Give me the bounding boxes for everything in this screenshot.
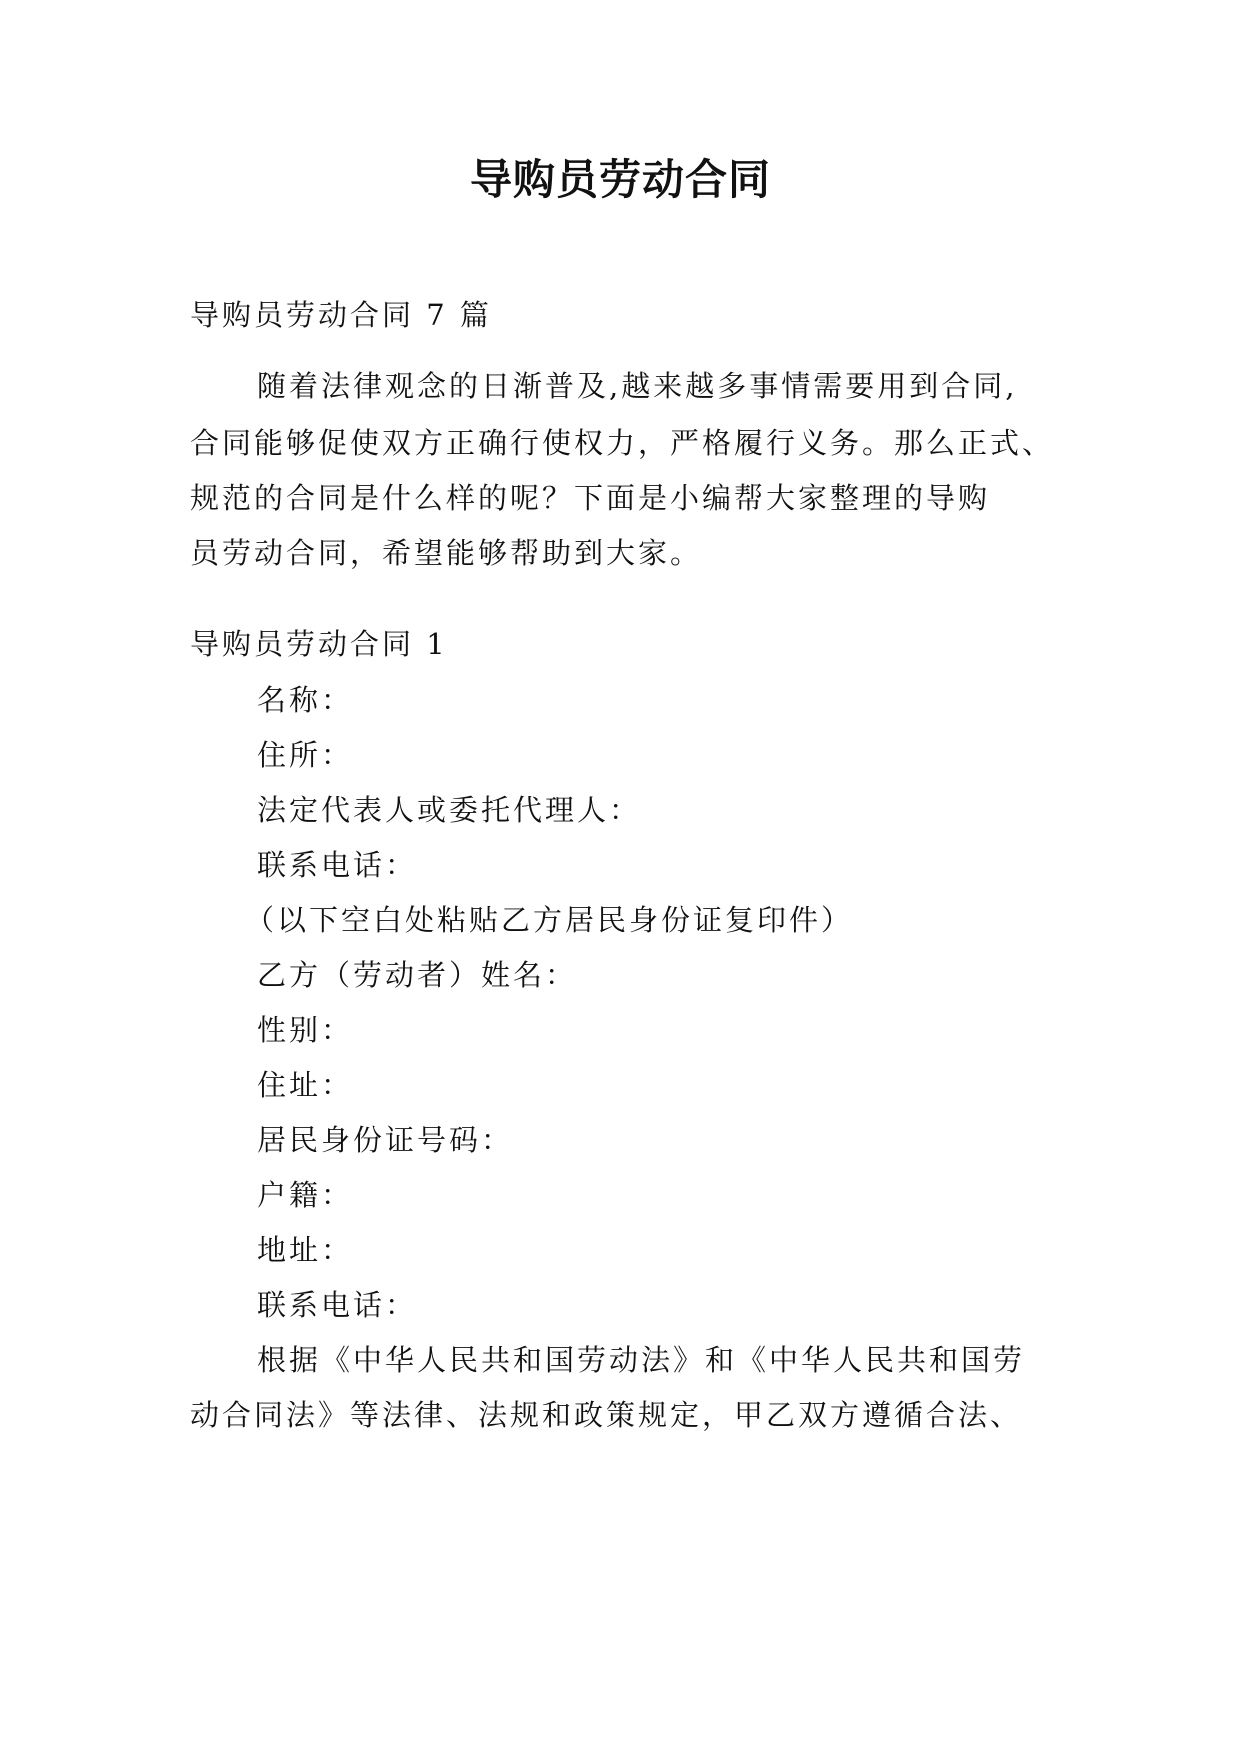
field-id-copy-note: （以下空白处粘贴乙方居民身份证复印件）	[245, 903, 854, 937]
document-title: 导购员劳动合同	[469, 155, 771, 204]
field-residence: 住址：	[257, 1068, 354, 1102]
document-subtitle: 导购员劳动合同 7 篇	[190, 298, 492, 332]
intro-line-2: 合同能够促使双方正确行使权力，严格履行义务。那么正式、	[190, 426, 1055, 460]
field-gender: 性别：	[257, 1013, 354, 1047]
field-address: 住所：	[257, 738, 354, 772]
closing-line-2: 动合同法》等法律、法规和政策规定，甲乙双方遵循合法、	[190, 1398, 1023, 1432]
field-location: 地址：	[257, 1233, 354, 1267]
field-id-number: 居民身份证号码：	[257, 1123, 514, 1157]
field-name: 名称：	[257, 683, 354, 717]
field-household-registration: 户籍：	[257, 1178, 354, 1212]
section-heading: 导购员劳动合同 1	[190, 627, 448, 661]
field-contact-phone: 联系电话：	[257, 848, 418, 882]
intro-line-4: 员劳动合同，希望能够帮助到大家。	[190, 536, 703, 570]
intro-line-1: 随着法律观念的日渐普及,越来越多事情需要用到合同,	[257, 369, 1018, 403]
field-legal-representative: 法定代表人或委托代理人：	[257, 793, 642, 827]
intro-line-3: 规范的合同是什么样的呢？下面是小编帮大家整理的导购	[190, 481, 991, 515]
closing-line-1: 根据《中华人民共和国劳动法》和《中华人民共和国劳	[257, 1343, 1026, 1377]
field-worker-phone: 联系电话：	[257, 1288, 418, 1322]
field-worker-name: 乙方（劳动者）姓名：	[257, 958, 578, 992]
